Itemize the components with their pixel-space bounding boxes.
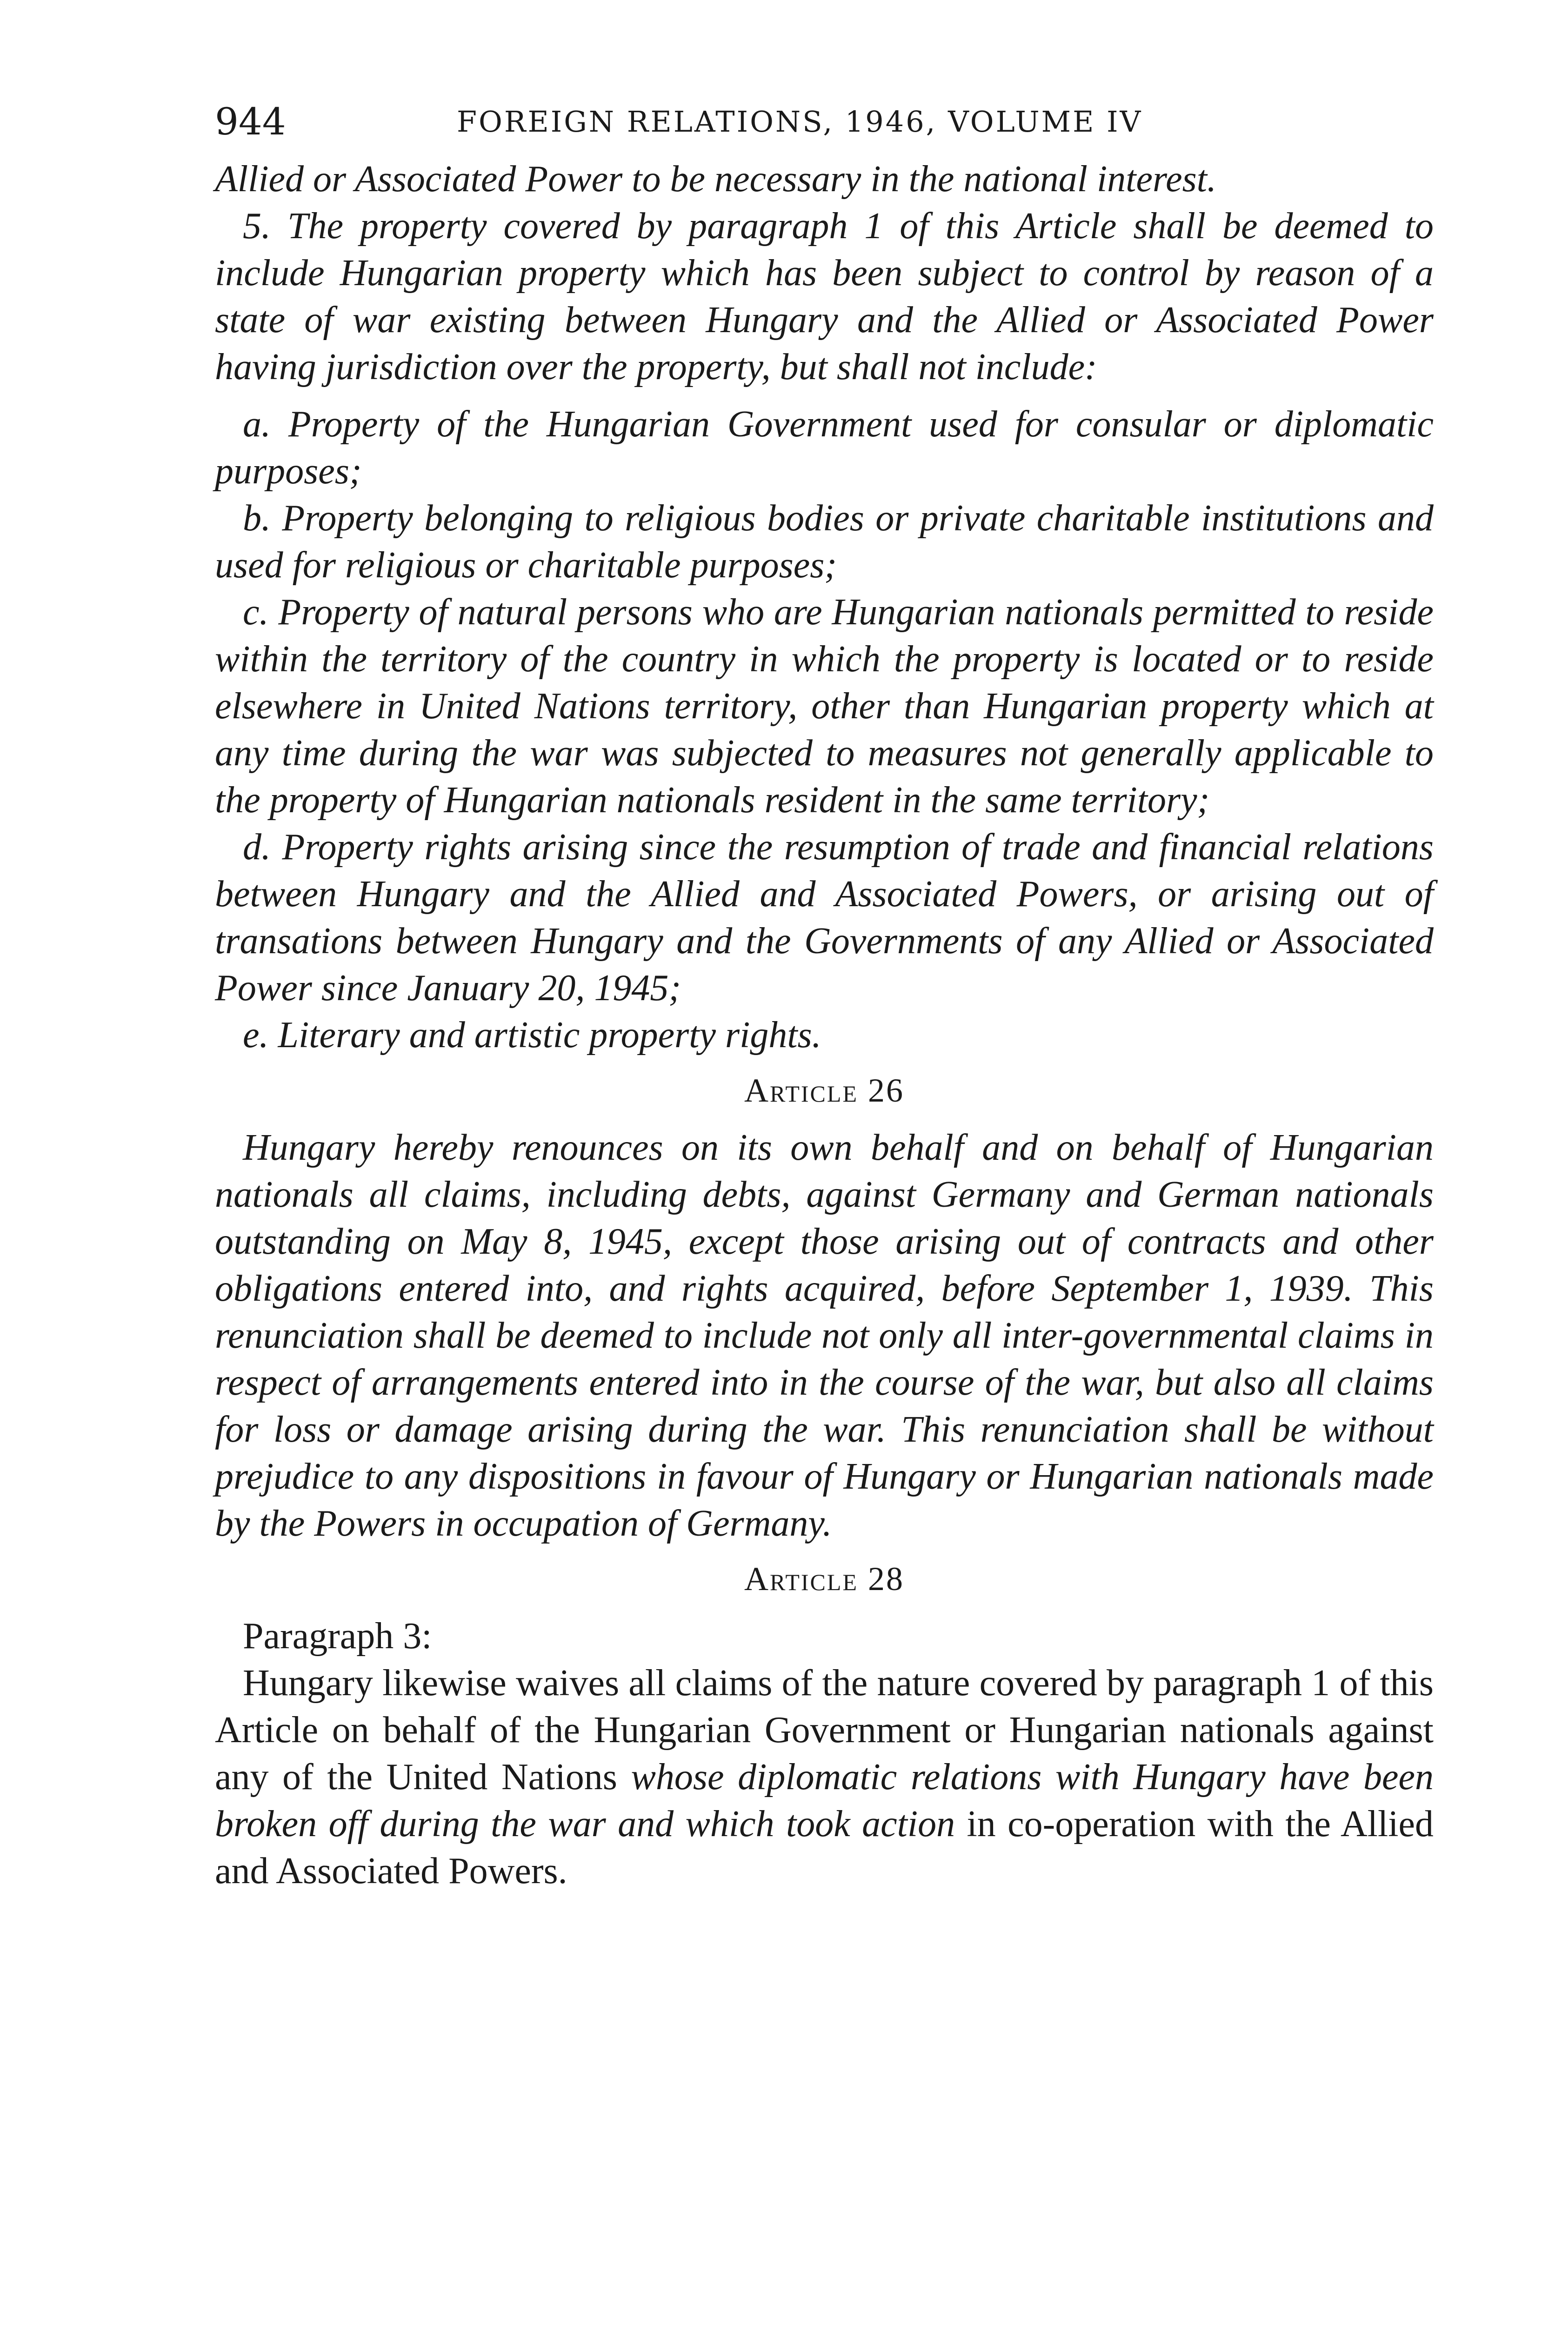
item-a: a. Property of the Hungarian Government used for consular or diplomatic purposes;	[215, 404, 1434, 492]
article-26-text: Hungary hereby renounces on its own behalf and on behalf of Hungarian nationals all claims, including debts, against Germany and German nationals outstanding on May 8, 1945, except those arising out of contracts and other obligations entered into, and rights acquired, before September 1, 1939. This renunciation shall be deemed to include not only all inter-governmental claims in respect of arrangements entered into in the course of the war, but also all claims for loss or damage arising during the war. This renunciation shall be without prejudice to any dispositions in favour of Hungary or Hungarian nationals made by the Powers in occupation of Germany.	[215, 1127, 1434, 1544]
paragraph-3-roman-start: Hungary likewise waives all claims of the nature covered by paragraph 1 of this Article on behalf of the Hungarian Government or Hungarian nationals against any of the United Nations	[215, 1663, 1434, 1798]
item-e: e. Literary and artistic property rights.	[243, 1015, 821, 1056]
paragraph-3-roman-end: in co-operation with the Allied and Associated Powers.	[215, 1804, 1434, 1892]
item-d: d. Property rights arising since the resumption of trade and financial relations between Hungary and the Allied and Associated Powers, or arising out of transations between Hungary and the Governments of any Allied or Associated Power since January 20, 1945;	[215, 827, 1434, 1009]
running-head: FOREIGN RELATIONS, 1946, VOLUME IV	[457, 105, 1143, 139]
item-b: b. Property belonging to religious bodies or private charitable institutions and used for religious or charitable purposes;	[215, 498, 1434, 586]
carry-over-line: Allied or Associated Power to be necessary in the national interest.	[215, 159, 1217, 200]
item-c: c. Property of natural persons who are Hungarian nationals permitted to reside within the territory of the country in which the property is located or to reside elsewhere in United Nations territory, other than Hungarian property which at any time during the war was subjected to measures not generally applicable to the property of Hungarian nationals resident in the same territory;	[215, 592, 1434, 821]
paragraph-3-italic: whose diplomatic relations with Hungary have been broken off during the war and which took action	[215, 1757, 1434, 1845]
document-page	[215, 100, 1434, 1895]
paragraph-3-label: Paragraph 3:	[243, 1616, 432, 1657]
paragraph-5: 5. The property covered by paragraph 1 of this Article shall be deemed to include Hungarian property which has been subject to control by reason of a state of war existing between Hungary and the Allied or Associated Power having jurisdiction over the property, but shall not include:	[215, 206, 1434, 388]
paragraph-3-text	[215, 1660, 1434, 1895]
article-28-heading: Article 28	[744, 1560, 904, 1597]
page-number: 944	[215, 100, 286, 143]
article-26-heading: Article 26	[744, 1072, 904, 1109]
page-header	[215, 100, 1434, 156]
